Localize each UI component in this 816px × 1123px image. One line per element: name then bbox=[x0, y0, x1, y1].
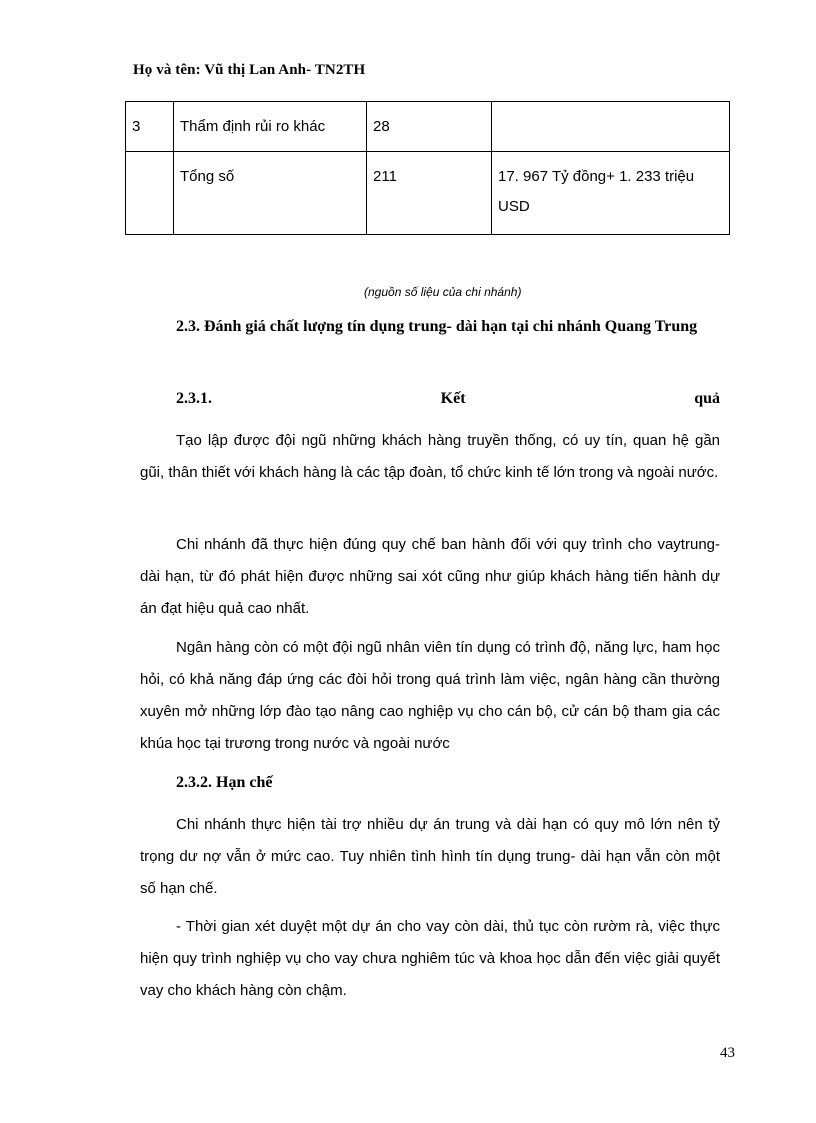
section-heading-2-3-1 bbox=[176, 383, 720, 415]
cell-name: Tổng số bbox=[174, 152, 367, 235]
section-heading-2-3-2: 2.3.2. Hạn chế bbox=[176, 774, 273, 791]
paragraph: Ngân hàng còn có một đội ngũ nhân viên tín dụng có trình độ, năng lực, ham học hỏi, có khả năng đáp ứng các đòi hỏi trong quá trình làm việc, ngân hàng cần thường xuyên mở những lớp đào tạo nâng cao nghiệp vụ cho cán bộ, cử cán bộ tham gia các khúa học tại trương trong nước và ngoài nước bbox=[140, 639, 720, 752]
source-note: (nguồn số liệu của chi nhánh) bbox=[364, 285, 522, 299]
paragraph: Chi nhánh thực hiện tài trợ nhiều dự án trung và dài hạn có quy mô lớn nên tỷ trọng dư nợ vẫn ở mức cao. Tuy nhiên tình hình tín dụng trung- dài hạn vẫn còn một số hạn chế. bbox=[140, 816, 720, 897]
cell-amount: 17. 967 Tỷ đồng+ 1. 233 triệu USD bbox=[492, 152, 730, 235]
table-row bbox=[126, 102, 730, 152]
cell-name: Thẩm định rủi ro khác bbox=[174, 102, 367, 152]
cell-count: 28 bbox=[367, 102, 492, 152]
cell-amount bbox=[492, 102, 730, 152]
paragraph: Tạo lập được đội ngũ những khách hàng truyền thống, có uy tín, quan hệ gần gũi, thân thiết với khách hàng là các tập đoàn, tổ chức kinh tế lớn trong và ngoài nước. bbox=[140, 432, 720, 481]
cell-count: 211 bbox=[367, 152, 492, 235]
table-row bbox=[126, 152, 730, 235]
appraisal-table bbox=[125, 101, 730, 235]
page-number: 43 bbox=[720, 1045, 735, 1061]
section-number: 2.3.1. bbox=[176, 390, 212, 407]
section-heading-2-3: 2.3. Đánh giá chất lượng tín dụng trung- dài hạn tại chi nhánh Quang Trung bbox=[176, 318, 698, 335]
section-title-word: Kết bbox=[440, 390, 466, 407]
cell-index bbox=[126, 152, 174, 235]
cell-index: 3 bbox=[126, 102, 174, 152]
paragraph: - Thời gian xét duyệt một dự án cho vay còn dài, thủ tục còn rườm rà, việc thực hiện quy trình nghiệp vụ cho vay chưa nghiêm túc và khoa học dẫn đến việc giải quyết vay cho khách hàng còn chậm. bbox=[140, 918, 720, 999]
author-header: Họ và tên: Vũ thị Lan Anh- TN2TH bbox=[133, 62, 366, 78]
section-title-word: quả bbox=[694, 390, 720, 407]
paragraph: Chi nhánh đã thực hiện đúng quy chế ban hành đối với quy trình cho vaytrung- dài hạn, từ đó phát hiện được những sai xót cũng như giúp khách hàng tiến hành dự án đạt hiệu quả cao nhất. bbox=[140, 536, 720, 617]
